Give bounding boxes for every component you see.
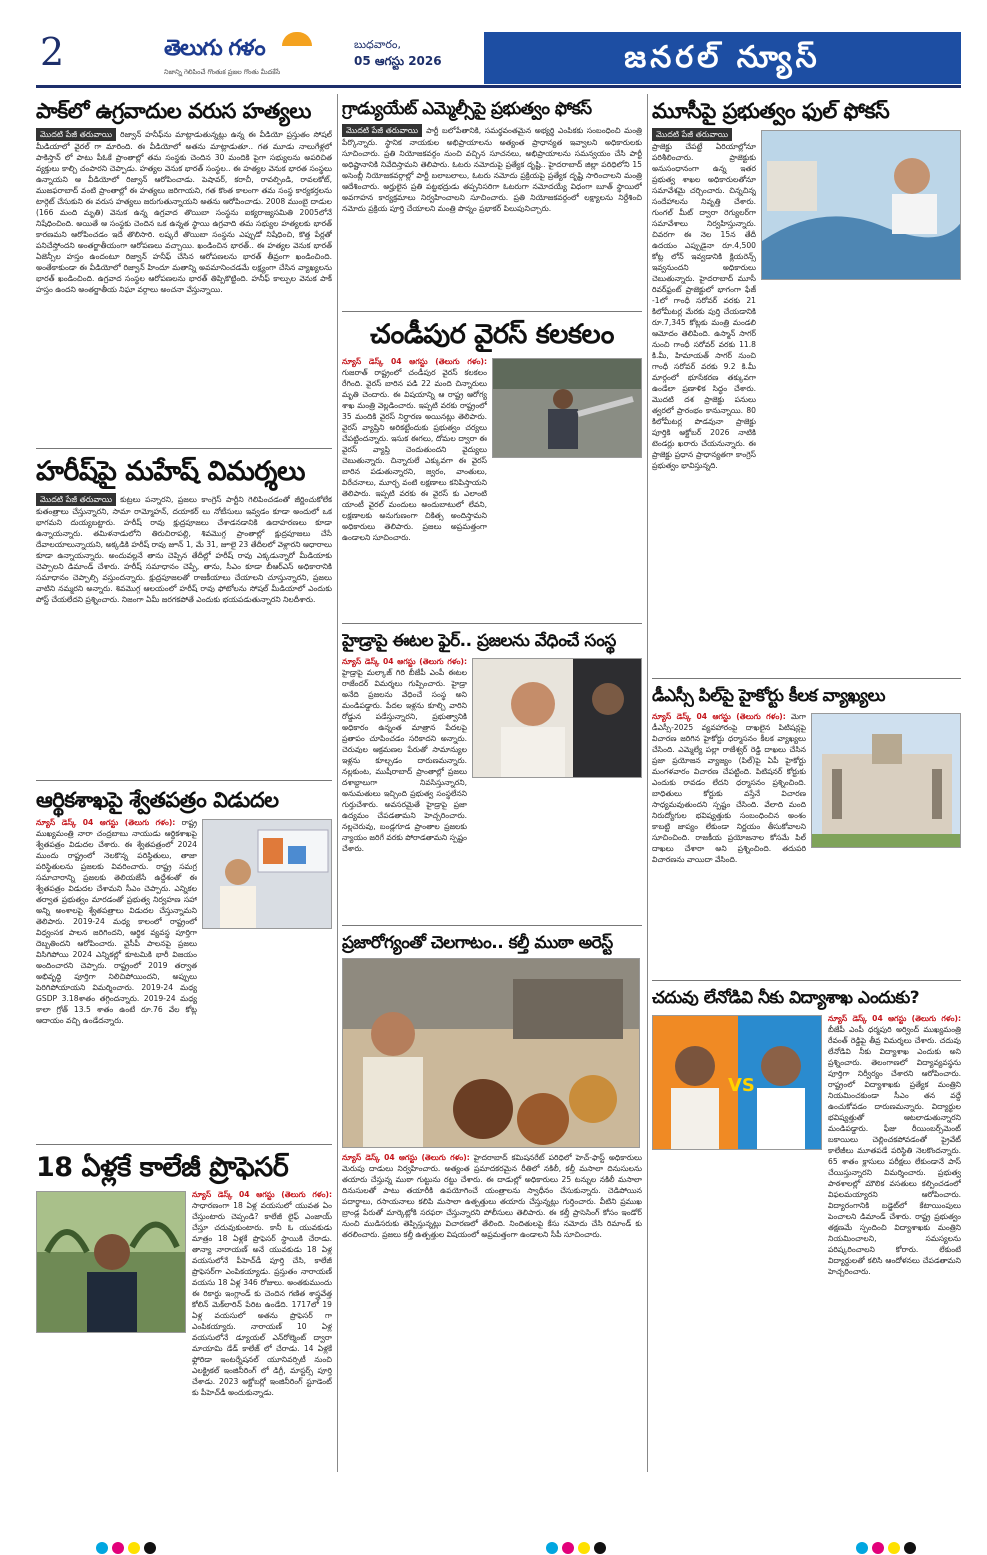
continued-tag: మొదటి పేజీ తరువాయి: [342, 124, 422, 137]
news-desk-dateline: న్యూస్ డెస్క్ 04 ఆగస్టు (తెలుగు గళం):: [192, 1190, 332, 1199]
article-body: హైదరాబాద్ కమిషనరేట్ పరిధిలో హెచ్-ఫాస్ట్ అధికారులు మెరుపు దాడులు నిర్వహించారు. అత్యంత ప్రమాదకరమైన రీతిలో నకిలీ, కల్తీ మసాలా దినుసులను తయారు చేస్తున్న ముఠా గుట్టును రట్టు చేశారు. ఈ దాడుల్లో అధికారులు 25 టన్నుల నకిలీ మసాలా దినుసులతో పాటు తయారీకి ఉపయోగించే యంత్రాలను స్వాధీనం చేసుకున్నారు. చెడిపోయిన పదార్థాలు, రసాయనాలు కలిపి మసాలా ఉత్పత్తులు తయారు చేస్తున్నట్లు గుర్తించారు. వీటిని ప్రముఖ బ్రాండ్ల పేరుతో మార్కెట్లోకి సరఫరా చేస్తున్నారని పోలీసులు తెలిపారు. ఈ కల్తీ ప్రాసెసింగ్ కోసం ఇండోర్ నుంచి ముడిసరుకు తెప్పిస్తున్నట్లు విచారణలో తేలింది. నిందితులపై కేసు నమోదు చేసి రిమాండ్ కు తరలించారు. ప్రజలు కల్తీ ఉత్పత్తుల విషయంలో అప్రమత్తంగా ఉండాలని సీపీ సూచించారు.: [342, 1153, 642, 1239]
headline: పాక్‌లో ఉగ్రవాదుల వరుస హత్యలు: [36, 99, 311, 123]
column-divider: [647, 94, 648, 1472]
article-body: మెగా డీఎస్సీ-2025 వ్యవహారంపై దాఖలైన పిటిషన్లపై విచారణ జరిగిన హైకోర్టు ధర్మాసనం కీలక వ్యాఖ్యలు చేసింది. ఎమ్మెల్యే పల్లా రాజేశ్వర్ రెడ్డి దాఖలు చేసిన ప్రజా ప్రయోజన వ్యాజ్యం (పిల్)పై ఏపీ హైకోర్టు మంగళవారం విచారణ చేపట్టింది. పిటిషనర్ కోర్టుకు ఎందుకు రావడం లేదని ధర్మాసనం ప్రశ్నించింది. బాధితులు కోర్టుకు వస్తేనే విచారణ సాధ్యమవుతుందని స్పష్టం చేసింది. వేలాది మంది నిరుద్యోగుల భవిష్యత్తుకు సంబంధించిన అంశం కాబట్టి జాప్యం లేకుండా నిర్ణయం తీసుకోవాలని సూచించింది. రాజకీయ ప్రయోజనాల కోసమే పిల్ దాఖలు చేశారా అని ప్రశ్నించింది. తదుపరి విచారణను వాయిదా వేసింది.: [652, 712, 806, 864]
continued-tag: మొదటి పేజీ తరువాయి: [36, 493, 116, 506]
date-block: [354, 36, 474, 70]
arvind-vs-revanth-photo: [652, 1015, 822, 1150]
weekday: బుధవారం,: [354, 38, 401, 51]
article-etela-hydraa[interactable]: [342, 626, 642, 926]
svg-text:VS: VS: [728, 1075, 755, 1096]
masthead: [36, 26, 961, 88]
sun-logo-icon: [282, 32, 312, 46]
musi-riverfront-photo: [761, 130, 961, 280]
logo-text: తెలుగు గళం: [164, 36, 265, 61]
article-young-professor[interactable]: [36, 1147, 332, 1477]
continued-tag: మొదటి పేజీ తరువాయి: [36, 128, 116, 141]
article-finance-whitepaper[interactable]: [36, 783, 332, 1145]
headline: చండీపుర వైరస్ కలకలం: [370, 319, 614, 350]
article-pak-terrorists[interactable]: [36, 94, 332, 449]
headline: ఆర్థికశాఖపై శ్వేతపత్రం విడుదల: [36, 788, 279, 812]
newspaper-logo[interactable]: [164, 36, 334, 80]
etela-rajender-photo: [472, 658, 642, 778]
column-3: [652, 94, 961, 1475]
headline: ప్రజారోగ్యంతో చెలగాటం.. కల్తీ ముఠా అరెస్ట్: [342, 933, 613, 953]
tanishq-photo: [36, 1191, 186, 1333]
headline: హైడ్రాపై ఈటల ఫైర్.. ప్రజలను వేధించే సంస్థ: [342, 631, 616, 651]
news-desk-dateline: న్యూస్ డెస్క్ 04 ఆగస్టు (తెలుగు గళం):: [36, 818, 176, 827]
article-body: కుట్రలు పన్నారని, ప్రజలు కాంగ్రెస్ పార్టీని గెలిపించడంతో జీర్ణించుకోలేక కుతంత్రాలు చేస్తున్నారని, సామా రామ్మోహన్, దయాకర్ లు నోటీసులు ఇవ్వడం కూడా అందులో ఒక భాగమని దుయ్యబట్టారు. హరీష్ రావు క్షుద్రపూజలు చేశాడనడానికి ఉదాహరణలు కూడా ఉన్నాయన్నారు. తమిళనాడులోని తిరుచిరాపల్లి, శివమొగ్గ ప్రాంతాల్లో క్షుద్రపూజలు చేసే దేవాలయాలున్నాయని, అక్కడికి హరీష్ రావు జూన్ 1, మే 31, జూలై 23 తేదీలలో వెళ్లారని ఆధారాలు కూడా ఉన్నాయన్నారు. అందువల్లనే తాను చెప్పిన తేదీల్లో హరీష్ రావు ఎక్కడున్నారో మీడియాకు చెప్పాలని డిమాండ్ చేశారు. హరీష్ సమాధానం చెప్పే, తాను, సీఎం కూడా బీఆర్ఎస్ అధికారానికి సమాధానం చెప్పాల్సి వస్తుందన్నారు. క్షుద్రపూజలతో రాజకీయాలు చేయాలని చూస్తున్నారని, ప్రజలు వాటిని నమ్మరని అన్నారు. శివమొగ్గ ఆలయంలో హరీష్ రావు ఫోటోలను సోషల్ మీడియాలో ఎందుకు పోస్ట్ చేయలేదని ప్రశ్నించారు. నిజంగా ఏమీ జరగకపోతే ఎందుకు భయపడుతున్నారని నిలదీశారు.: [36, 495, 332, 604]
news-desk-dateline: న్యూస్ డెస్క్ 04 ఆగస్టు (తెలుగు గళం):: [652, 712, 786, 721]
article-body: పార్టీ బలోపేతానికి, సమర్థవంతమైన అభ్యర్థి ఎంపికకు సంబంధించి మంత్రి పేర్కొన్నారు. స్థానిక నాయకుల అభిప్రాయాలను అత్యంత ప్రాధాన్యత ఇవ్వాలని అధికారులకు సూచించారు. ప్రతి నియోజకవర్గం నుంచి వచ్చిన సూచనలు, అభిప్రాయాలను సమన్వయం చేసి పార్టీ అధిష్టానానికి నివేదిస్తామని తెలిపారు. ఓటరు నమోదుపై ప్రత్యేక దృష్టి.. హైదరాబాద్ జిల్లా పరిధిలోని 15 అసెంబ్లీ నియోజకవర్గాల్లో పార్టీ బలాబలాలు, ఓటరు నమోదు ప్రక్రియపై ప్రత్యేక దృష్టి సారించాలని మంత్రి ఆదేశించారు. అర్హులైన ప్రతి పట్టభద్రుడు తప్పనిసరిగా ఓటరుగా నమోదయ్యే విధంగా బూత్ స్థాయిలో అవగాహన కార్యక్రమాలు నిర్వహించాలని సూచించారు. ప్రతి నియోజకవర్గంలో లక్ష్యాలను నిర్దేశించి నమోదు ప్రక్రియ పూర్తి చేయాలని మంత్రి పొన్నం ప్రభాకర్ పిలుపునిచ్చారు.: [342, 126, 642, 213]
headline: గ్రాడ్యుయేట్ ఎమ్మెల్సీపై ప్రభుత్వం ఫోకస్: [342, 99, 592, 119]
article-harish-mahesh[interactable]: [36, 451, 332, 781]
article-chandipura-virus[interactable]: [342, 314, 642, 624]
registration-marks-center: [546, 1542, 610, 1554]
headline: 18 ఏళ్లకే కాలేజీ ప్రొఫెసర్: [36, 1152, 289, 1183]
logo-tagline: నిజాన్ని గెలిపించే గొంతుక ప్రజల గొంతు మీదకేసే: [164, 68, 281, 76]
issue-date: 05 ఆగస్టు 2026: [354, 54, 442, 68]
article-body: ప్రాజెక్టు చేపట్టే ఏరియాల్లోనూ పరిశీలించారు. ప్రాజెక్టుకు అనుసంధానంగా ఉన్న ఇతర ప్రభుత్వ శాఖల అధికారులతోనూ సమావేశమై చర్చించారు. చిన్నచిన్న సందేహాలను నివృత్తి చేశారు. గుంగల్ మీట్ ద్వారా రెగ్యులర్‌గా సమావేశాలు నిర్వహిస్తున్నారు. చివరగా ఈ నెల 15న తేదీ ఉదయం ఎప్పుడైనా రూ.4,500 కోట్ల లోన్ ఇవ్వడానికి క్లియరెన్స్ ఇవ్వనుందని అధికారులు చెబుతున్నారు. హైదరాబాద్ మూసీ రివర్‌ఫ్రంట్ ప్రాజెక్టులో భాగంగా ఫేజ్ -1లో గాంధీ సరోవర్ వరకు 21 కిలోమీటర్ల మేరకు పుర్తి చేయడానికి రూ.7,345 కోట్లకు మంత్రి మండలి ఆమోదం తెలిపింది. ఉస్మాన్ సాగర్ నుంచి గాంధీ సరోవర్ వరకు 11.8 కి.మీ, హిమాయత్ సాగర్ నుంచి గాంధీ సరోవర్ వరకు 9.2 కి.మీ మార్గంలో భూసేకరణ తక్కువగా ఉండేలా ప్రణాళిక సిద్ధం చేశారు. మొదటి దశ ప్రాజెక్టు పనులు త్వరలో ప్రారంభం కానున్నాయి. 80 కిలోమీటర్ల పొడవునా ప్రాజెక్టు పూర్తికి అక్టోబర్ 2026 నాటికి టెండర్లు ఖరారు చేయనున్నారు. ఈ ప్రాజెక్టు ప్రధాన ప్రాధాన్యతగా కాంగ్రెస్ ప్రభుత్వం భావిస్తున్నది.: [652, 142, 756, 470]
article-body: సాధారణంగా 18 ఏళ్ల వయసులో యువత ఏం చేస్తుంటారు చెప్పండి? కాలేజీ లైఫ్ ఎంజాయ్ చేస్తూ చదువుకుంటారు. కానీ ఓ యువకుడు మాత్రం 18 ఏళ్లకే ప్రొఫెసర్ స్థాయికి చేరాడు. తాన్యా నారాయణ్ అనే యువకుడు 18 ఏళ్ల వయసులోనే పీహెచ్‌డీ పూర్తి చేసి, కాలేజీ ప్రొఫెసర్‌గా ఎంపికయ్యాడు. ప్రస్తుతం నారాయణ్ వయసు 18 ఏళ్ల 346 రోజులు. అంతకుముందు ఈ రికార్డు ఇంగ్లాండ్ కు చెందిన గణిత శాస్త్రవేత్త కోలిన్ మెక్‌లారిన్ పేరిట ఉండేది. 1717లో 19 ఏళ్ల వయసులో అతను ప్రొఫెసర్ గా ఎంపికయ్యారు. నారాయణ్ 10 ఏళ్ల వయసులోనే డ్యూయల్ ఎన్‌రోల్మెంట్ ద్వారా మాయామి డేడ్ కాలేజ్ లో చేరాడు. 14 ఏళ్లకే ఫ్లోరిడా ఇంటర్నేషనల్ యూనివర్సిటీ నుంచి ఎలక్ట్రికల్ ఇంజినీరింగ్ లో డిగ్రీ, మాస్టర్స్ పూర్తి చేశాడు. 2023 అక్టోబర్లో ఇంజినీరింగ్ స్టూడెంట్ కు పీహెచ్‌డీ అందుకున్నాడు.: [192, 1201, 332, 1397]
article-body: రిజ్వాన్ హనీఫ్‌ను మాట్లాడుతున్నట్లు ఉన్న ఈ వీడియో ప్రస్తుతం సోషల్ మీడియాలో వైరల్ గా మారింది. ఈ వీడియోలో అతను మాట్లాడుతూ.. గత మూడు నాలుగేళ్లలో పాకిస్తాన్ లో పాటు పీఓకే ప్రాంతాల్లో తమ సంస్థకు చెందిన 30 మందికి పైగా సభ్యులను అపరిచిత వ్యక్తులు కాల్చి చంపారని చెప్పాడు. హత్యల వెనుక భారత్ సంస్థల.. ఈ హత్యల వెనుక భారత సంస్థలు ఉన్నాయని ఆ వీడియోలో రిజ్వాన్ ఆరోపించాడు. పెషావర్, కరాచీ, రావల్పిండి, రావలకోట్, ముజఫరాబాద్ వంటి ప్రాంతాల్లో ఈ హత్యలు జరిగాయని, గత కొంత కాలంగా తమ సంస్థ కార్యకర్తలను టార్గెట్ చేసుకుని ఈ వరుస హత్యలు జరుగుతున్నాయని అతను ఆరోపించాడు. 2008 ముంబై దాడుల (166 మంది మృతి) వెనుక ఉన్న ఉగ్రవాద తొయిబా సంస్థను ఐక్యరాజ్యసమితి 2005లోనే నిషేధించింది. అయితే ఆ సంస్థకు చెందిన ఒక ఉన్నత స్థాయి ఉగ్రవాది తమ సభ్యుల హత్యలకు భారత్ కారణమని ఆరోపించడం ఇదే తొలిసారి. లష్కరే తొయిబా సంస్థను ఎప్పుడో నిషేధించి, కొత్త పేర్లతో పనిచేస్తోందని అంతర్జాతీయంగా ఆరోపణలు వచ్చాయి. ఖండించిన భారత్.. ఈ హత్యల వెనుక భారత్ ఏజెన్సీల హస్తం ఉందంటూ రిజ్వాన్ హనీఫ్ చేసిన ఆరోపణలను భారత్ తీవ్రంగా ఖండించింది. అంతేకాకుండా ఈ వీడియోలో రిజ్వాన్ హిందూ మతాన్ని అవమానించడమే లక్ష్యంగా చేసిన వ్యాఖ్యలను భారత్ ఖండించింది. ఉగ్రవాద సంస్థల ఆరోపణలను భారత్ తిప్పికొట్టింది. హనీఫ్ కాల్పుల వెనుక పాక్ హస్తం ఉందని అంతర్జాతీయ నిఘా వర్గాలు అంచనా వేస్తున్నాయి.: [36, 130, 332, 294]
article-graduate-mlc[interactable]: [342, 94, 642, 312]
news-desk-dateline: న్యూస్ డెస్క్ 04 ఆగస్టు (తెలుగు గళం):: [342, 657, 467, 666]
article-dsc-high-court[interactable]: [652, 681, 961, 981]
registration-marks-left: [96, 1542, 160, 1554]
chandrababu-photo: [202, 819, 332, 929]
section-title: జనరల్ న్యూస్: [484, 32, 961, 84]
headline: మూసీపై ప్రభుత్వం ఫుల్ ఫోకస్: [652, 99, 890, 123]
article-body: బీజేపీ ఎంపీ ధర్మపురి అర్వింద్ ముఖ్యమంత్రి రేవంత్ రెడ్డిపై తీవ్ర విమర్శలు చేశారు. చదువు లేనోడివి నీకు విద్యాశాఖ ఎందుకు అని ప్రశ్నించారు. తెలంగాణలో విద్యావ్యవస్థను పూర్తిగా నిర్వీర్యం చేశారని ఆరోపించారు. రాష్ట్రంలో విద్యాశాఖకు ప్రత్యేక మంత్రిని నియమించకుండా సీఎం తన వద్దే ఉంచుకోవడం దారుణమన్నారు. విద్యార్థుల భవిష్యత్తుతో ఆటలాడుతున్నారని మండిపడ్డారు. ఫీజు రీయింబర్స్‌మెంట్ బకాయిలు చెల్లించకపోవడంతో ప్రైవేట్ కాలేజీలు మూతపడే పరిస్థితి నెలకొందన్నారు. 65 శాతం క్లాసులు పరీక్షలు లేకుండానే పాస్ చేయిస్తున్నారని విమర్శించారు. ప్రభుత్వ పాఠశాలల్లో మౌలిక వసతులు కల్పించడంలో విఫలమయ్యారని ఆరోపించారు. విద్యారంగానికి బడ్జెట్‌లో కేటాయింపులు పెంచాలని డిమాండ్ చేశారు. రాష్ట్ర ప్రభుత్వం తక్షణమే స్పందించి విద్యాశాఖకు మంత్రిని నియమించాలని, సమస్యలను పరిష్కరించాలని కోరారు. లేకుంటే విద్యార్థులతో కలిసి ఆందోళనలు చేపడతామని హెచ్చరించారు.: [828, 1025, 961, 1276]
headline: చదువు లేనోడివి నీకు విద్యాశాఖ ఎందుకు?: [652, 988, 920, 1008]
article-body: రాష్ట్ర ముఖ్యమంత్రి నారా చంద్రబాబు నాయుడు ఆర్థికశాఖపై శ్వేతపత్రం విడుదల చేశారు. ఈ శ్వేతపత్రంలో 2024 ముందు రాష్ట్రంలో నెలకొన్న పరిస్థితులు, తాజా పరిస్థితులను ప్రజలకు వివరించారు. రాష్ట్ర సమగ్ర సమాచారాన్ని ప్రజలకు తెలియజేసే ఉద్దేశంతో ఈ శ్వేతపత్రం విడుదల చేశామని సీఎం చెప్పారు. ఎన్నికల తర్వాత ప్రభుత్వం మారడంతో ప్రభుత్వ నిర్వహణ సహా అన్ని అంశాలపై శ్వేతపత్రాలు విడుదల చేస్తున్నామని తెలిపారు. 2019-24 మధ్య కాలంలో రాష్ట్రంలో విధ్వంసక పాలన జరిగిందని, ఆర్థిక వ్యవస్థ పూర్తిగా దెబ్బతిందని ఆరోపించారు. వైసీపీ పాలనపై ప్రజలు విసిగిపోయి 2024 ఎన్నికల్లో కూటమికి భారీ విజయం అందించారని చెప్పారు. రాష్ట్రంలో 2019 తర్వాత అభివృద్ధి పూర్తిగా నిలిచిపోయిందని, అప్పులు పెరిగిపోయాయని విమర్శించారు. 2019-24 మధ్య GSDP 3.18శాతం తగ్గిందన్నారు. 2019-24 మధ్య కాలా గ్రోత్ 13.5 శాతం ఉంటే రూ.76 వేల కోట్ల ఆదాయం వచ్చి ఉండేదన్నారు.: [36, 818, 197, 1025]
article-body: హైడ్రాపై మల్కాజ్ గిరి బీజేపీ ఎంపీ ఈటల రాజేందర్ విమర్శలు గుప్పించారు. హైడ్రా అనేది ప్రజలను వేధించే సంస్థ అని మండిపడ్డారు. పేదల ఇళ్లను కూల్చి వారిని రోడ్డున పడేస్తున్నారని, ప్రభుత్వానికి అధికారం ఉన్నంత మాత్రాన పేదలపై ప్రతాపం చూపించడం సరికాదని అన్నారు. చెరువుల ఆక్రమణల పేరుతో సామాన్యుల ఇళ్లను కూల్చడం దారుణమన్నారు. నల్లకుంట, ముషీరాబాద్ ప్రాంతాల్లో ప్రజలు దశాబ్దాలుగా నివసిస్తున్నారని, అనుమతులు ఇచ్చింది ప్రభుత్వ సంస్థలేనని గుర్తుచేశారు. అవసరమైతే హైడ్రాపై ప్రజా ఉద్యమం చేపడతామని హెచ్చరించారు. నల్లచెరువు, బండ్లగూడ ప్రాంతాల ప్రజలకు న్యాయం జరిగే వరకు పోరాడతామని స్పష్టం చేశారు.: [342, 668, 467, 853]
article-musi-focus[interactable]: [652, 94, 961, 679]
article-education-criticism[interactable]: [652, 983, 961, 1473]
column-2: [342, 94, 642, 1460]
news-desk-dateline: న్యూస్ డెస్క్ 04 ఆగస్టు (తెలుగు గళం):: [342, 1153, 470, 1162]
article-adulteration-gang[interactable]: [342, 928, 642, 1458]
high-court-photo: [811, 713, 961, 848]
virus-spraying-photo: [492, 358, 642, 458]
page-number: 2: [40, 30, 65, 74]
headline: డీఎస్సీ పిల్‌పై హైకోర్టు కీలక వ్యాఖ్యలు: [652, 686, 886, 706]
registration-marks-right: [856, 1542, 920, 1554]
article-body: గుజరాత్ రాష్ట్రంలో చండీపుర వైరస్ కలకలం రేగింది. వైరస్ బారిన పడి 22 మంది చిన్నారులు మృతి చెందారు. ఈ విషయాన్ని ఆ రాష్ట్ర ఆరోగ్య శాఖ మంత్రి వెల్లడించారు. ఇప్పటి వరకు రాష్ట్రంలో 35 మందికి వైరస్ నిర్ధారణ అయినట్లు తెలిపారు. వైరస్ వ్యాప్తిని అరికట్టేందుకు ప్రభుత్వం చర్యలు చేపట్టిందన్నారు. ఇసుక ఈగలు, దోమల ద్వారా ఈ వైరస్ వ్యాప్తి చెందుతుందని వైద్యులు చెబుతున్నారు. చిన్నారులే ఎక్కువగా ఈ వైరస్ బారిన పడుతున్నారని, జ్వరం, వాంతులు, విరేచనాలు, మూర్ఛ వంటి లక్షణాలు కనిపిస్తాయని తెలిపారు. ఇప్పటి వరకు ఈ వైరస్ కు ఎలాంటి యాంటీ వైరల్ మందులు అందుబాటులో లేవని, లక్షణాలకు అనుగుణంగా చికిత్స అందిస్తామని అధికారులు తెలిపారు. ప్రజలు అప్రమత్తంగా ఉండాలని సూచించారు.: [342, 368, 487, 542]
adulteration-seizure-photo: [342, 958, 640, 1148]
column-divider: [337, 94, 338, 1472]
headline: హరీష్‌పై మహేష్ విమర్శలు: [36, 456, 305, 487]
newspaper-page: [36, 26, 961, 1536]
news-desk-dateline: న్యూస్ డెస్క్ 04 ఆగస్టు (తెలుగు గళం):: [342, 357, 487, 366]
news-desk-dateline: న్యూస్ డెస్క్ 04 ఆగస్టు (తెలుగు గళం):: [828, 1014, 961, 1023]
continued-tag: మొదటి పేజీ తరువాయి: [652, 128, 732, 141]
column-1: [36, 94, 332, 1479]
